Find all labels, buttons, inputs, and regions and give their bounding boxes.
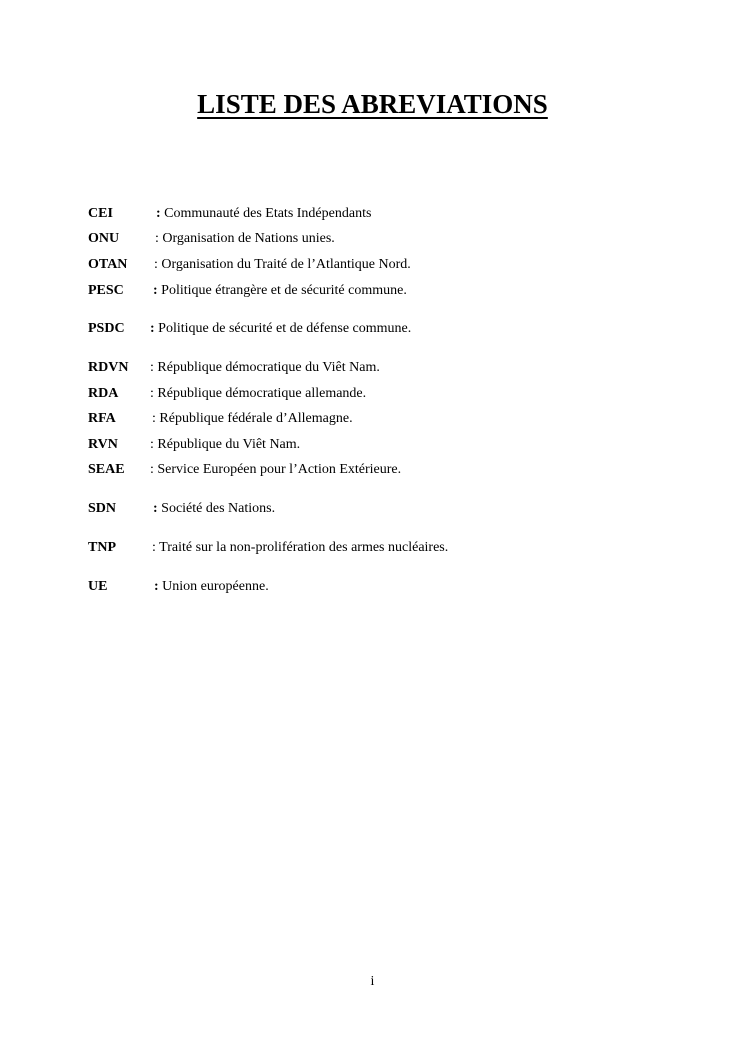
colon: :	[154, 579, 159, 594]
definition-text: Service Européen pour l’Action Extérieure.	[157, 462, 402, 477]
definition-text: Organisation du Traité de l’Atlantique Nord.	[161, 257, 411, 272]
definition-text: Union européenne.	[162, 579, 269, 594]
abbreviation-definition	[150, 320, 411, 338]
page-number: i	[370, 974, 375, 989]
definition-text: Politique de sécurité et de défense commune.	[158, 321, 412, 336]
abbreviation-term: SDN	[88, 501, 117, 516]
abbreviation-term: ONU	[88, 231, 120, 246]
abbreviation-definition	[152, 539, 448, 557]
definition-text: République démocratique allemande.	[157, 386, 367, 401]
colon: :	[150, 462, 154, 477]
colon: :	[152, 540, 156, 555]
colon: :	[154, 257, 158, 272]
definition-text: Communauté des Etats Indépendants	[164, 206, 372, 221]
colon: :	[152, 411, 156, 426]
abbreviation-definition	[156, 205, 371, 223]
abbreviation-definition	[153, 282, 407, 300]
abbreviation-term: PESC	[88, 283, 124, 298]
colon: :	[155, 231, 159, 246]
abbreviation-definition	[150, 385, 366, 403]
colon: :	[156, 206, 161, 221]
abbreviation-term: RDA	[88, 386, 119, 401]
colon: :	[153, 501, 158, 516]
colon: :	[150, 437, 154, 452]
definition-text: Politique étrangère et de sécurité commune.	[161, 283, 407, 298]
colon: :	[153, 283, 158, 298]
abbreviation-definition	[150, 436, 300, 454]
definition-text: Société des Nations.	[161, 501, 276, 516]
definition-text: Traité sur la non-prolifération des armes nucléaires.	[159, 540, 449, 555]
definition-text: République du Viêt Nam.	[157, 437, 301, 452]
colon: :	[150, 360, 154, 375]
abbreviation-definition	[150, 461, 401, 479]
abbreviation-term: CEI	[88, 206, 113, 221]
colon: :	[150, 386, 154, 401]
definition-text: Organisation de Nations unies.	[162, 231, 335, 246]
abbreviation-term: PSDC	[88, 321, 125, 336]
abbreviation-definition	[150, 359, 380, 377]
abbreviation-term: OTAN	[88, 257, 128, 272]
abbreviation-definition	[155, 230, 335, 248]
colon: :	[150, 321, 155, 336]
abbreviation-definition	[152, 410, 353, 428]
abbreviation-term: RVN	[88, 437, 118, 452]
definition-text: République fédérale d’Allemagne.	[159, 411, 353, 426]
abbreviation-term: RFA	[88, 411, 116, 426]
abbreviation-definition	[153, 500, 275, 518]
abbreviation-term: UE	[88, 579, 108, 594]
abbreviation-definition	[154, 256, 411, 274]
abbreviation-term: SEAE	[88, 462, 125, 477]
definition-text: République démocratique du Viêt Nam.	[157, 360, 380, 375]
page-title: LISTE DES ABREVIATIONS	[197, 89, 548, 119]
abbreviation-definition	[154, 578, 269, 596]
abbreviation-term: TNP	[88, 540, 116, 555]
abbreviation-term: RDVN	[88, 360, 129, 375]
